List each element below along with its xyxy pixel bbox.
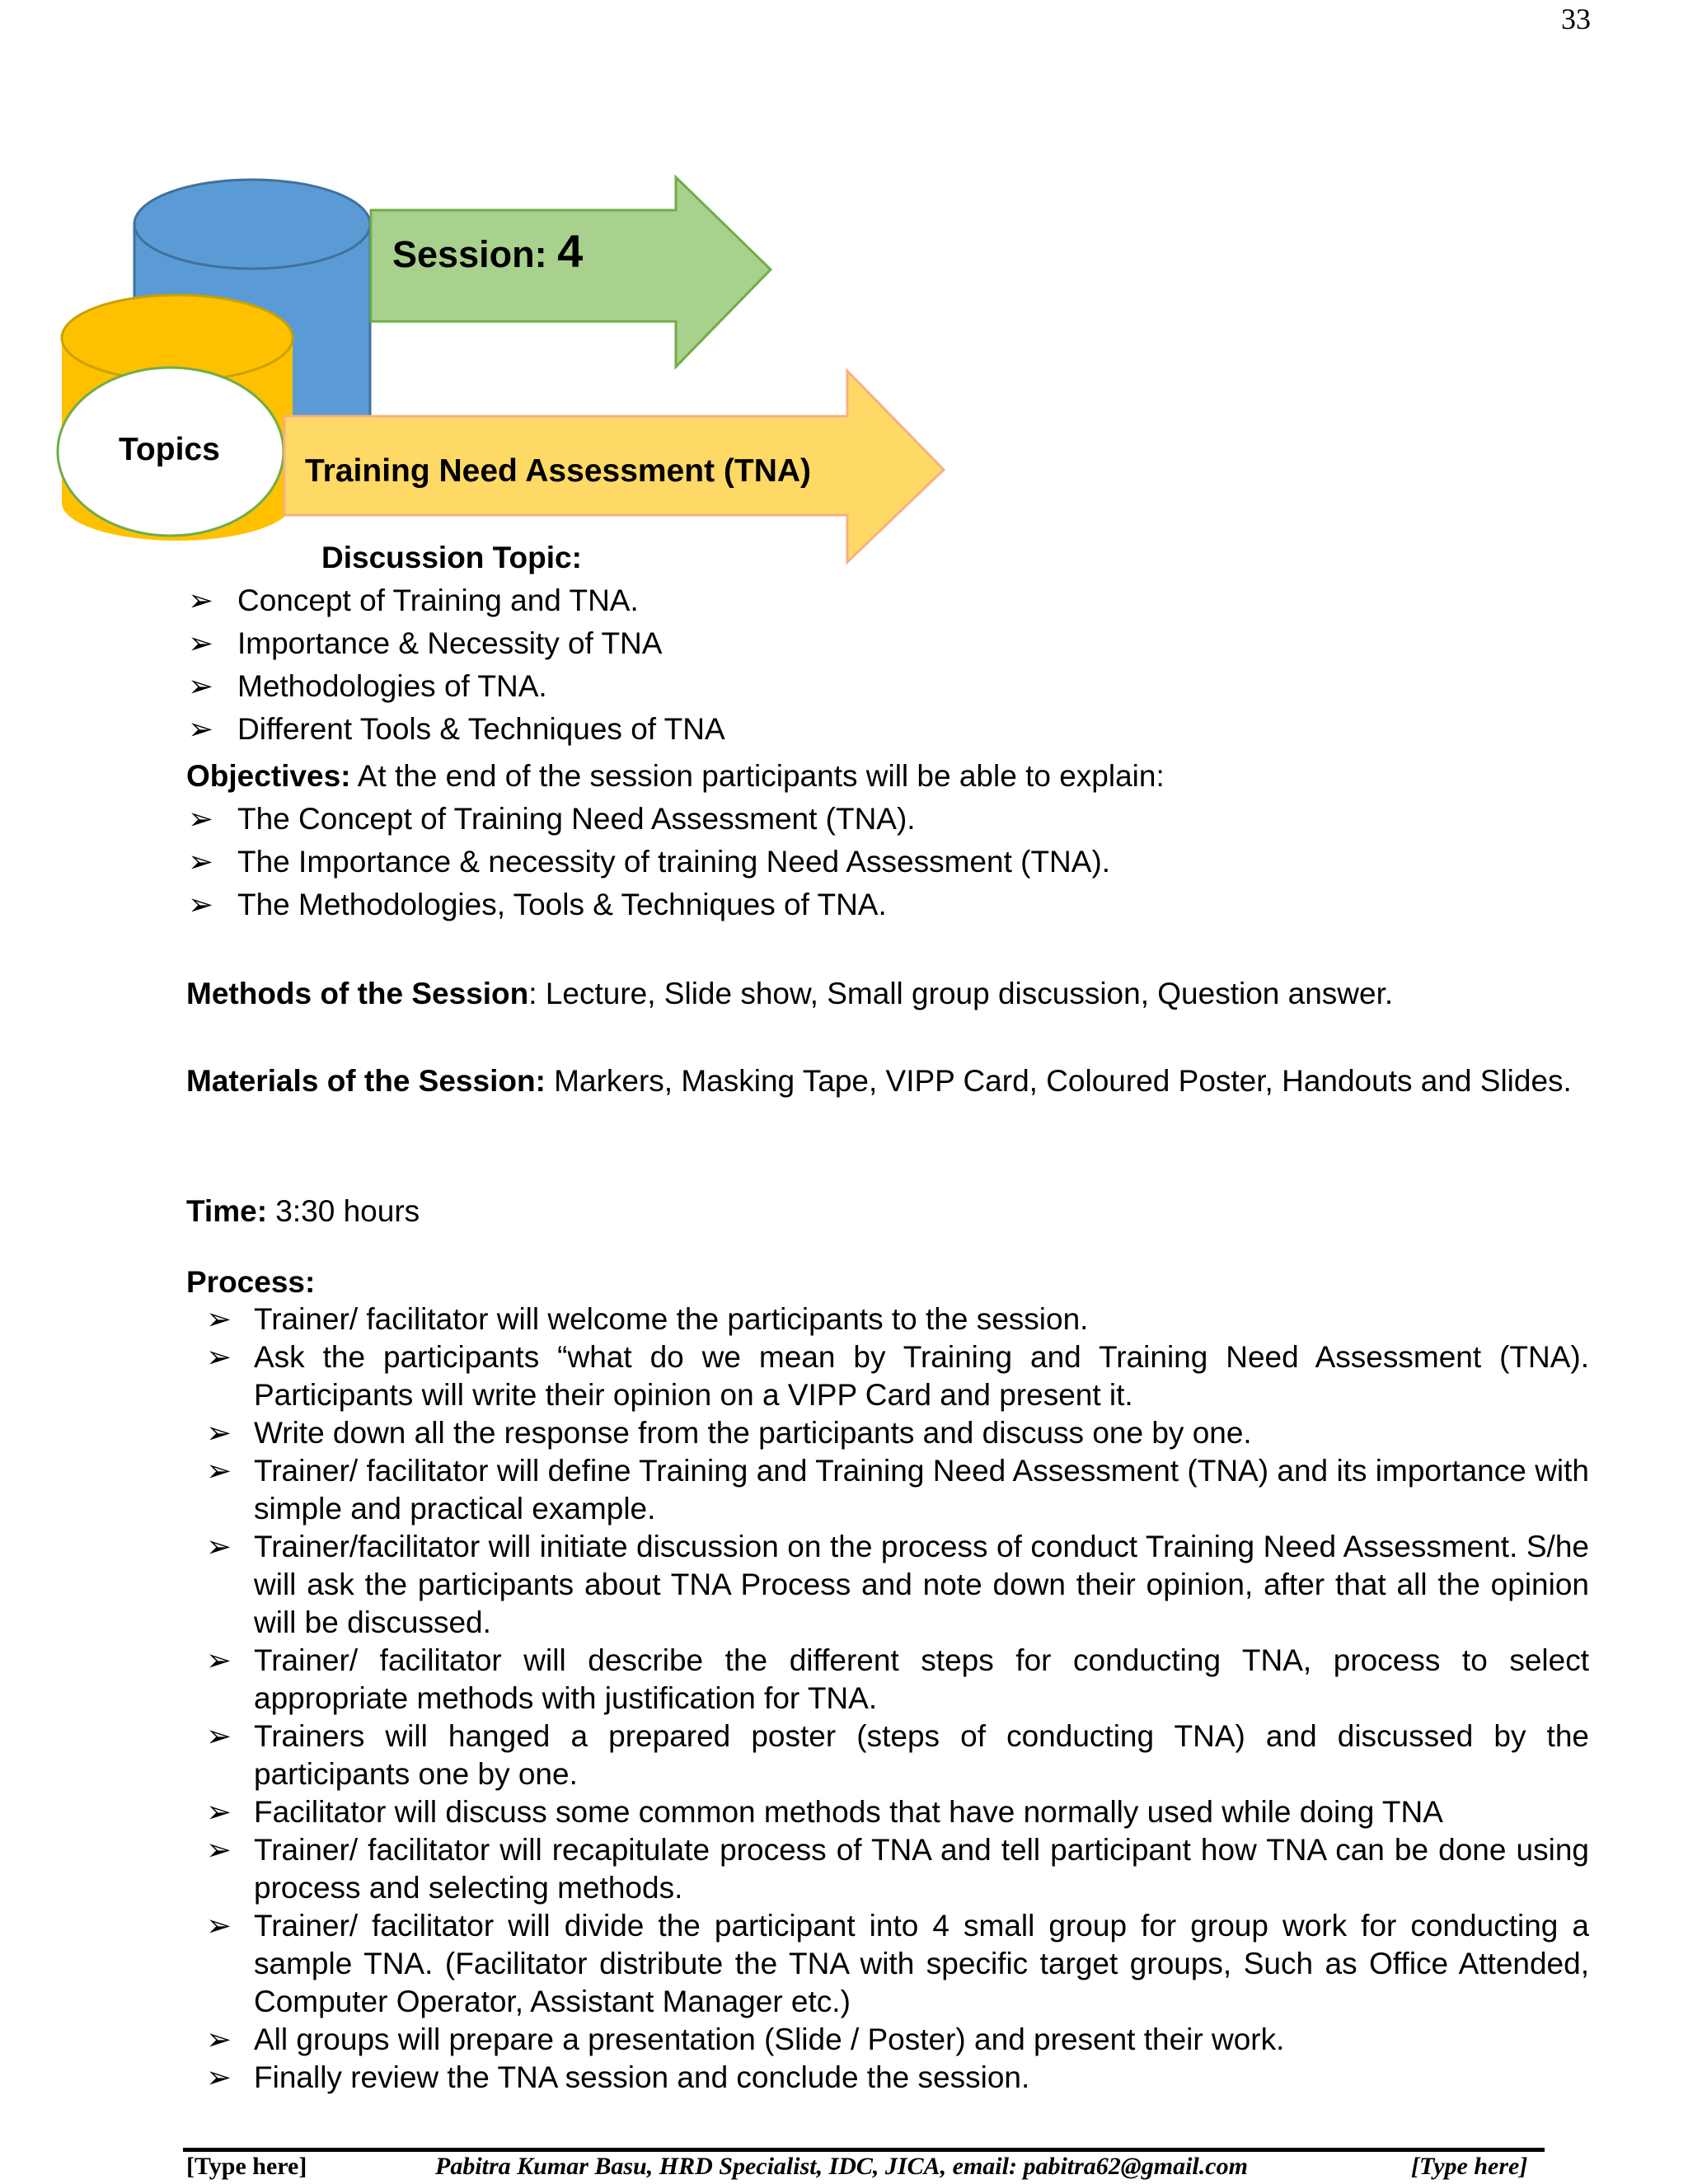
- list-item: ➢ Trainer/ facilitator will describe the different steps for conducting TNA, process to select appropriate methods with justification for TNA.: [206, 1643, 1589, 1715]
- session-label: Session: 4: [392, 225, 584, 277]
- objectives-label: Objectives:: [186, 759, 351, 793]
- list-item: ➢ Finally review the TNA session and conclude the session.: [206, 2059, 1589, 2097]
- session-diagram: [0, 0, 989, 577]
- time-label: Time:: [186, 1194, 268, 1228]
- arrow-bullet-icon: ➢: [206, 1833, 232, 1867]
- yellow-cylinder-shape: [58, 295, 293, 541]
- arrow-bullet-icon: ➢: [206, 1416, 232, 1450]
- time-paragraph: Time: 3:30 hours: [186, 1194, 420, 1228]
- arrow-bullet-icon: ➢: [188, 802, 214, 836]
- arrow-bullet-icon: ➢: [206, 1795, 232, 1829]
- footer-author: Pabitra Kumar Basu, HRD Specialist, IDC, JICA, email: pabitra62@gmail.com: [435, 2153, 1248, 2180]
- arrow-bullet-icon: ➢: [188, 712, 214, 746]
- discussion-heading: Discussion Topic:: [321, 541, 582, 574]
- arrow-bullet-icon: ➢: [188, 626, 214, 660]
- arrow-bullet-icon: ➢: [206, 1909, 232, 1943]
- materials-paragraph: Materials of the Session: Markers, Masking Tape, VIPP Card, Coloured Poster, Handouts and Slides.: [186, 1064, 1572, 1098]
- materials-label: Materials of the Session:: [186, 1064, 546, 1098]
- arrow-bullet-icon: ➢: [188, 845, 214, 879]
- objectives-intro: Objectives: At the end of the session participants will be able to explain:: [186, 759, 1165, 793]
- list-item: ➢ The Concept of Training Need Assessment (TNA).: [186, 798, 1110, 841]
- list-item: ➢ Importance & Necessity of TNA: [186, 622, 725, 665]
- arrow-bullet-icon: ➢: [206, 1340, 232, 1374]
- topics-label: Topics: [119, 432, 220, 467]
- list-item: ➢ Trainer/ facilitator will recapitulate process of TNA and tell participant how TNA can be done using process and selecting methods.: [206, 1833, 1589, 1905]
- arrow-bullet-icon: ➢: [188, 888, 214, 921]
- process-list: [206, 1301, 1589, 2097]
- list-item: ➢ Trainer/ facilitator will divide the participant into 4 small group for group work for conducting a sample TNA. (Facilitator distribute the TNA with specific target groups, Such as Office Attended, Computer Operator, Assistant Manager etc.): [206, 1909, 1589, 2018]
- footer-right: [Type here]: [1411, 2153, 1528, 2180]
- arrow-bullet-icon: ➢: [206, 1643, 232, 1677]
- footer-left: [Type here]: [186, 2153, 307, 2180]
- process-heading: Process:: [186, 1265, 316, 1299]
- list-item: ➢ Ask the participants “what do we mean by Training and Training Need Assessment (TNA). Participants will write their opinion on a VIPP Card and present it.: [206, 1340, 1589, 1412]
- list-item: ➢ The Methodologies, Tools & Techniques of TNA.: [186, 883, 1110, 926]
- arrow-bullet-icon: ➢: [206, 1719, 232, 1753]
- methods-label: Methods of the Session: [186, 977, 529, 1010]
- discussion-list: [186, 579, 725, 751]
- arrow-bullet-icon: ➢: [188, 583, 214, 617]
- objectives-list: [186, 798, 1110, 926]
- page-number: 33: [1561, 2, 1591, 35]
- arrow-bullet-icon: ➢: [188, 669, 214, 703]
- arrow-bullet-icon: ➢: [206, 2060, 232, 2094]
- list-item: ➢ Write down all the response from the participants and discuss one by one.: [206, 1414, 1589, 1452]
- list-item: ➢ Trainer/ facilitator will welcome the participants to the session.: [206, 1301, 1589, 1338]
- arrow-bullet-icon: ➢: [206, 1302, 232, 1336]
- list-item: ➢ Different Tools & Techniques of TNA: [186, 708, 725, 751]
- session-number: 4: [557, 225, 584, 277]
- list-item: ➢ The Importance & necessity of training Need Assessment (TNA).: [186, 841, 1110, 883]
- list-item: ➢ Facilitator will discuss some common methods that have normally used while doing TNA: [206, 1793, 1589, 1831]
- list-item: ➢ Trainer/facilitator will initiate discussion on the process of conduct Training Need Assessment. S/he will ask the participants about TNA Process and note down their opinion, after that all the opinion will be discussed.: [206, 1530, 1589, 1639]
- list-item: ➢ Trainers will hanged a prepared poster (steps of conducting TNA) and discussed by the participants one by one.: [206, 1719, 1589, 1791]
- footer-divider: [183, 2148, 1545, 2152]
- arrow-bullet-icon: ➢: [206, 2022, 232, 2056]
- list-item: ➢ All groups will prepare a presentation (Slide / Poster) and present their work.: [206, 2021, 1589, 2059]
- list-item: ➢ Concept of Training and TNA.: [186, 579, 725, 622]
- topic-title: Training Need Assessment (TNA): [305, 453, 812, 489]
- list-item: ➢ Methodologies of TNA.: [186, 665, 725, 708]
- arrow-bullet-icon: ➢: [206, 1454, 232, 1488]
- arrow-bullet-icon: ➢: [206, 1530, 232, 1563]
- list-item: ➢ Trainer/ facilitator will define Training and Training Need Assessment (TNA) and its importance with simple and practical example.: [206, 1454, 1589, 1526]
- methods-paragraph: Methods of the Session: Lecture, Slide show, Small group discussion, Question answer.: [186, 977, 1394, 1010]
